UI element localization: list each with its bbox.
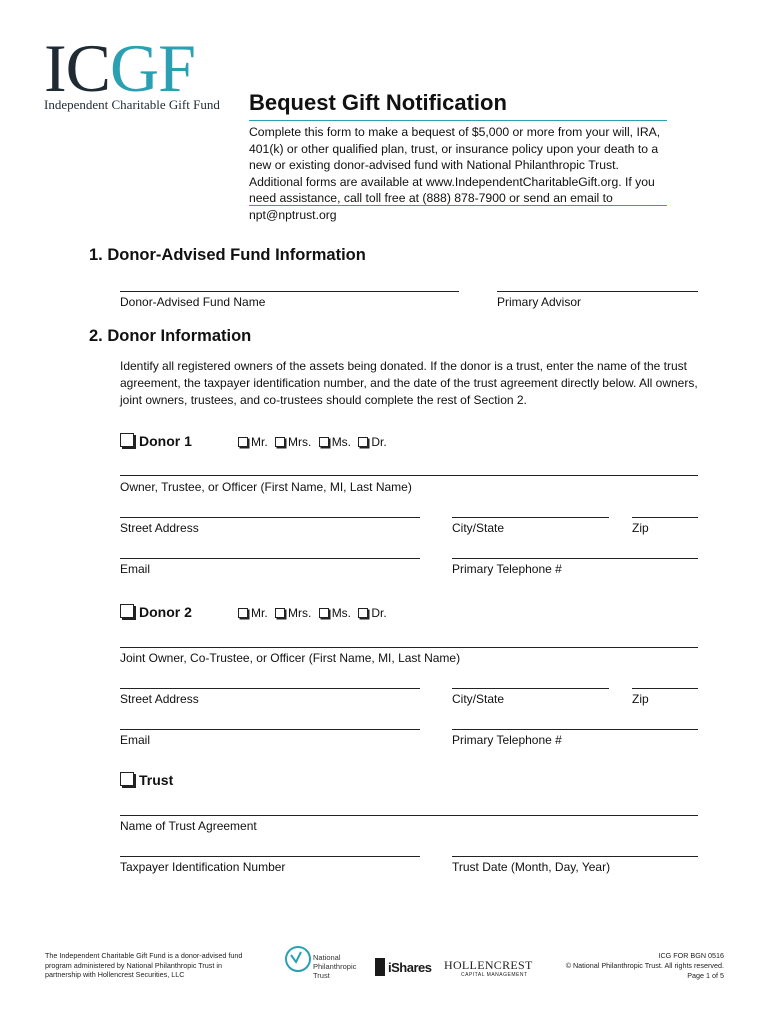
donor1-name-field[interactable]	[120, 475, 698, 476]
footer-meta	[566, 951, 724, 981]
donor1-dr-checkbox[interactable]	[358, 437, 368, 447]
donor2-heading	[120, 604, 192, 620]
donor2-dr-checkbox[interactable]	[358, 608, 368, 618]
npt-logo-icon	[285, 946, 311, 972]
npt-line2: Philanthropic	[313, 962, 357, 971]
trust-name-field[interactable]	[120, 815, 698, 816]
donor2-checkbox[interactable]	[120, 604, 134, 618]
donor2-city-field[interactable]	[452, 688, 609, 689]
donor2-ms-checkbox[interactable]	[319, 608, 329, 618]
donor2-name-label: Joint Owner, Co-Trustee, or Officer (First Name, MI, Last Name)	[120, 651, 461, 665]
page-number: Page 1 of 5	[687, 971, 724, 980]
donor2-zip-field[interactable]	[632, 688, 698, 689]
trust-date-field[interactable]	[452, 856, 698, 857]
footer-disclaimer: The Independent Charitable Gift Fund is a donor-advised fund program administered by National Philanthropic Trust in partnership with Hollencrest Securities, LLC	[45, 951, 243, 979]
intro-text: Complete this form to make a bequest of $5,000 or more from your will, IRA, 401(k) or other qualified plan, trust, or insurance policy upon your death to a new or existing donor-advised fund with National Philanthropic Trust. Additional forms are available at www.IndependentCharitableGift.org. If you need assistance, call toll free at (888) 878-7900 or send an email to npt@nptrust.org	[249, 125, 661, 222]
donor2-email-label: Email	[120, 733, 151, 747]
primary-advisor-field[interactable]	[497, 291, 698, 292]
ishares-logo-icon	[375, 958, 385, 976]
donor2-street-label: Street Address	[120, 692, 199, 706]
donor1-street-field[interactable]	[120, 517, 420, 518]
donor1-city-label: City/State	[452, 521, 505, 535]
title-rule	[249, 120, 667, 121]
donor1-mrs-checkbox[interactable]	[275, 437, 285, 447]
donor2-name-field[interactable]	[120, 647, 698, 648]
donor2-phone-field[interactable]	[452, 729, 698, 730]
logo-letters-gf: GF	[110, 30, 195, 106]
logo-subtitle: Independent Charitable Gift Fund	[44, 97, 220, 112]
donor1-mr-checkbox[interactable]	[238, 437, 248, 447]
donor1-heading-label: Donor 1	[139, 433, 192, 449]
donor2-mr-label: Mr.	[251, 606, 268, 620]
npt-logo-text	[313, 953, 356, 980]
trust-checkbox[interactable]	[120, 772, 134, 786]
donor1-zip-label: Zip	[632, 521, 649, 535]
fund-name-field[interactable]	[120, 291, 459, 292]
hollencrest-subtitle: CAPITAL MANAGEMENT	[461, 972, 528, 978]
donor2-mrs-checkbox[interactable]	[275, 608, 285, 618]
donor1-street-label: Street Address	[120, 521, 199, 535]
donor2-ms-label: Ms.	[331, 606, 352, 620]
npt-line1: National	[313, 953, 341, 962]
donor2-zip-label: Zip	[632, 692, 649, 706]
donor1-phone-label: Primary Telephone #	[452, 562, 562, 576]
donor1-salutations	[238, 435, 391, 449]
donor1-ms-checkbox[interactable]	[319, 437, 329, 447]
donor1-zip-field[interactable]	[632, 517, 698, 518]
donor2-salutations	[238, 606, 391, 620]
donor1-mrs-label: Mrs.	[288, 435, 312, 449]
logo-letters-ic: IC	[44, 30, 110, 106]
donor2-street-field[interactable]	[120, 688, 420, 689]
trust-tin-field[interactable]	[120, 856, 420, 857]
donor2-city-label: City/State	[452, 692, 505, 706]
primary-advisor-label: Primary Advisor	[497, 295, 582, 309]
trust-name-label: Name of Trust Agreement	[120, 819, 257, 833]
donor2-mrs-label: Mrs.	[288, 606, 312, 620]
donor1-checkbox[interactable]	[120, 433, 134, 447]
donor2-heading-label: Donor 2	[139, 604, 192, 620]
donor1-email-field[interactable]	[120, 558, 420, 559]
donor1-dr-label: Dr.	[371, 435, 387, 449]
form-code: ICG FOR BGN 0516	[658, 951, 724, 960]
donor2-mr-checkbox[interactable]	[238, 608, 248, 618]
donor2-phone-label: Primary Telephone #	[452, 733, 562, 747]
donor1-city-field[interactable]	[452, 517, 609, 518]
section2-instructions: Identify all registered owners of the assets being donated. If the donor is a trust, enter the name of the trust agreement, the taxpayer identification number, and the date of the trust agreement directly below. All owners, joint owners, trustees, and co-trustees should complete the rest of Section 2.	[120, 359, 698, 407]
intro-rule	[249, 205, 667, 206]
donor1-heading	[120, 433, 192, 449]
copyright: © National Philanthropic Trust. All rights reserved.	[565, 961, 724, 970]
trust-tin-label: Taxpayer Identification Number	[120, 860, 286, 874]
hollencrest-logo: HOLLENCREST	[444, 958, 533, 972]
section1-title: 1. Donor-Advised Fund Information	[89, 246, 366, 264]
trust-date-label: Trust Date (Month, Day, Year)	[452, 860, 611, 874]
page-title: Bequest Gift Notification	[249, 90, 507, 115]
fund-name-label: Donor-Advised Fund Name	[120, 295, 266, 309]
donor1-name-label: Owner, Trustee, or Officer (First Name, MI, Last Name)	[120, 480, 412, 494]
donor1-mr-label: Mr.	[251, 435, 268, 449]
donor1-email-label: Email	[120, 562, 151, 576]
donor2-dr-label: Dr.	[371, 606, 387, 620]
trust-heading-label: Trust	[139, 772, 174, 788]
donor1-ms-label: Ms.	[331, 435, 352, 449]
donor2-email-field[interactable]	[120, 729, 420, 730]
npt-line3: Trust	[313, 971, 330, 980]
donor1-phone-field[interactable]	[452, 558, 698, 559]
section2-title: 2. Donor Information	[89, 327, 252, 345]
ishares-logo-text: iShares	[388, 960, 432, 975]
trust-heading	[120, 772, 173, 788]
